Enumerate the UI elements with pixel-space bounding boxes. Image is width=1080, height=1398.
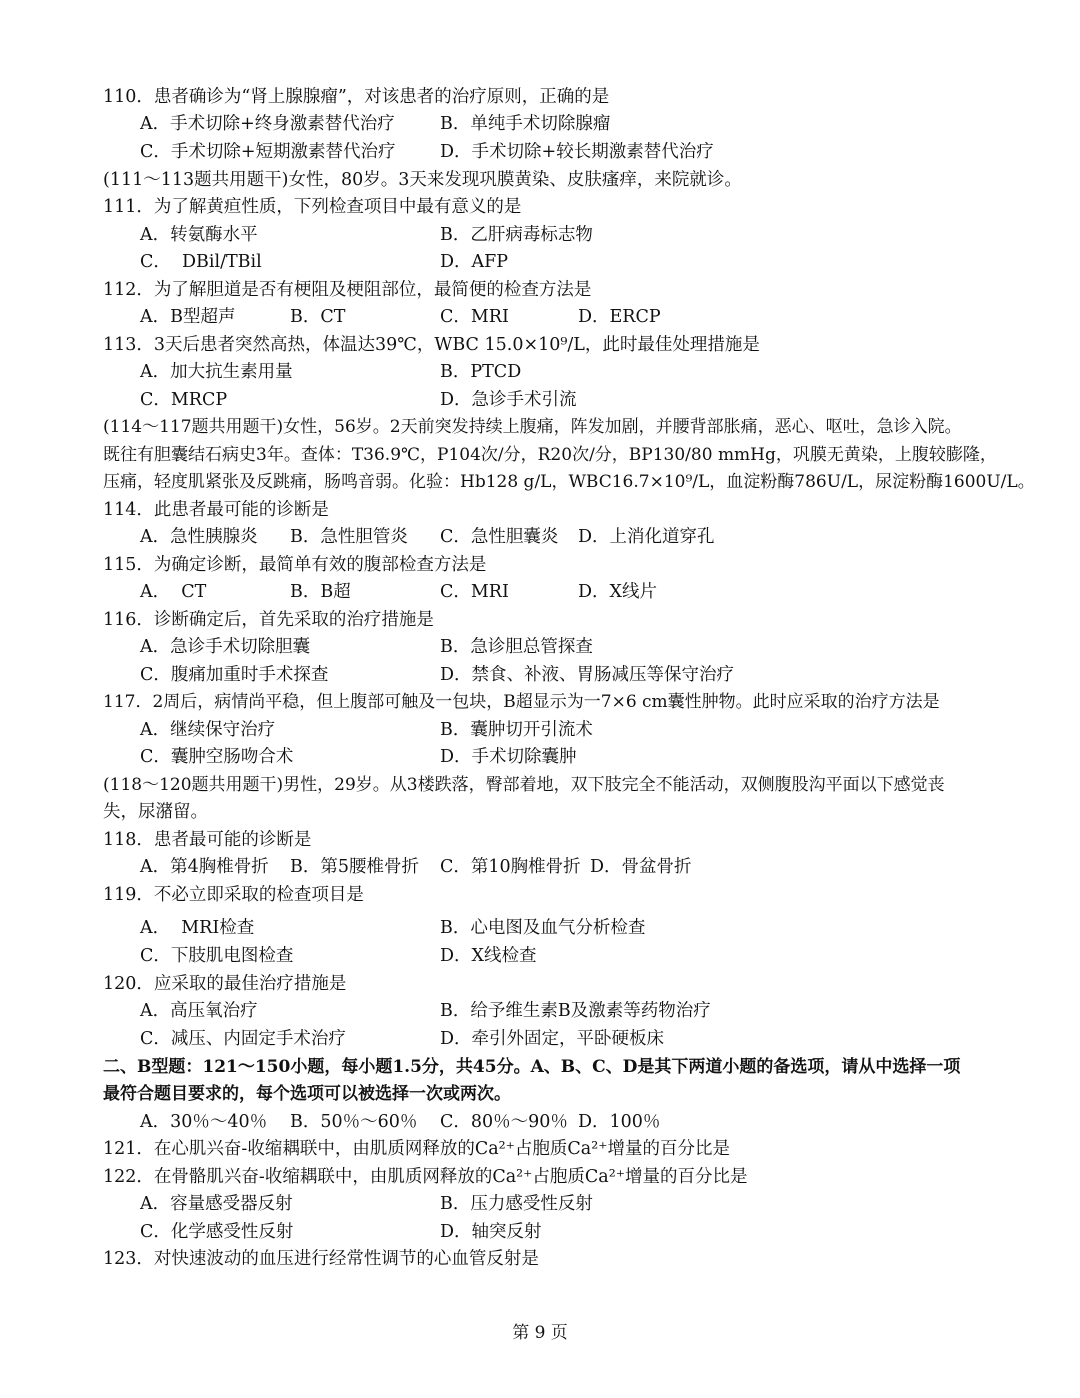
- option-b: B．心电图及血气分析检查: [440, 918, 646, 938]
- option-c: C．急性胆囊炎: [440, 527, 559, 547]
- option-d: D．手术切除+较长期激素替代治疗: [440, 142, 714, 162]
- option-a: A．第4胸椎骨折: [140, 857, 269, 877]
- option-row: [0, 942, 1080, 970]
- option-row: [0, 997, 1080, 1025]
- option-d: D．ERCP: [578, 307, 661, 327]
- question-117: [0, 688, 1080, 716]
- option-row: [0, 743, 1080, 771]
- shared-stem-114-117-line3: 压痛，轻度肌紧张及反跳痛，肠鸣音弱。化验：Hb128 g/L，WBC16.7×10⁹/L，血淀粉酶786U/L，尿淀粉酶1600U/L。: [103, 472, 1035, 492]
- option-b: B．B超: [290, 582, 351, 602]
- option-row: [0, 853, 1080, 881]
- section-b-heading-line2: 最符合题目要求的，每个选项可以被选择一次或两次。: [103, 1084, 511, 1104]
- option-row: [0, 1025, 1080, 1053]
- option-c: C．MRI: [440, 307, 509, 327]
- question-stem: 113．3天后患者突然高热，体温达39℃，WBC 15.0×10⁹/L，此时最佳处理措施是: [103, 335, 760, 355]
- option-b: B．PTCD: [440, 362, 522, 382]
- shared-stem-114-117-line2: 既往有胆囊结石病史3年。查体：T36.9℃，P104次/分，R20次/分，BP130/80 mmHg，巩膜无黄染，上腹较膨隆，: [103, 445, 997, 465]
- option-a: A．继续保守治疗: [140, 720, 276, 740]
- question-120: [0, 970, 1080, 998]
- option-c: C．MRCP: [140, 390, 228, 410]
- question-122: [0, 1163, 1080, 1191]
- option-d: D．牵引外固定，平卧硬板床: [440, 1029, 665, 1049]
- question-stem: 115．为确定诊断，最简单有效的腹部检查方法是: [103, 555, 487, 575]
- option-row: [0, 1190, 1080, 1218]
- option-row: [0, 1108, 1080, 1136]
- option-d: D．X线检查: [440, 946, 537, 966]
- page-number: 第 9 页: [512, 1323, 568, 1343]
- option-row: [0, 358, 1080, 386]
- option-c: C．手术切除+短期激素替代治疗: [140, 142, 396, 162]
- option-d: D．轴突反射: [440, 1222, 542, 1242]
- option-a: A． MRI检查: [140, 918, 255, 938]
- question-119: [0, 881, 1080, 909]
- question-stem: 118．患者最可能的诊断是: [103, 830, 312, 850]
- option-a: A．加大抗生素用量: [140, 362, 293, 382]
- question-123: [0, 1245, 1080, 1273]
- option-row: [0, 1218, 1080, 1246]
- option-b: B．压力感受性反射: [440, 1194, 593, 1214]
- option-c: C．减压、内固定手术治疗: [140, 1029, 346, 1049]
- option-row: [0, 633, 1080, 661]
- question-stem: 117．2周后，病情尚平稳，但上腹部可触及一包块，B超显示为一7×6 cm囊性肿物。此时应采取的治疗方法是: [103, 692, 940, 712]
- option-row: [0, 138, 1080, 166]
- option-c: C．第10胸椎骨折: [440, 857, 581, 877]
- option-row: [0, 578, 1080, 606]
- option-d: D．X线片: [578, 582, 657, 602]
- question-stem: 122．在骨骼肌兴奋-收缩耦联中，由肌质网释放的Ca²⁺占胞质Ca²⁺增量的百分比是: [103, 1167, 748, 1187]
- question-112: [0, 276, 1080, 304]
- option-b: B．单纯手术切除腺瘤: [440, 114, 611, 134]
- option-c: C．囊肿空肠吻合术: [140, 747, 294, 767]
- shared-stem-118-120-line2: 失，尿潴留。: [103, 802, 208, 822]
- option-a: A．转氨酶水平: [140, 225, 258, 245]
- question-111: [0, 193, 1080, 221]
- option-a: A．30％～40％: [140, 1112, 268, 1132]
- option-row: [0, 110, 1080, 138]
- option-a: A．急诊手术切除胆囊: [140, 637, 311, 657]
- question-stem: 114．此患者最可能的诊断是: [103, 500, 329, 520]
- option-d: D．手术切除囊肿: [440, 747, 577, 767]
- question-115: [0, 551, 1080, 579]
- option-b: B．CT: [290, 307, 346, 327]
- option-b: B．给予维生素B及激素等药物治疗: [440, 1001, 711, 1021]
- option-row: [0, 661, 1080, 689]
- option-d: D．骨盆骨折: [590, 857, 692, 877]
- option-d: D．急诊手术引流: [440, 390, 577, 410]
- option-row: [0, 716, 1080, 744]
- question-stem: 123．对快速波动的血压进行经常性调节的心血管反射是: [103, 1249, 539, 1269]
- question-stem: 120．应采取的最佳治疗措施是: [103, 974, 347, 994]
- option-c: C．腹痛加重时手术探查: [140, 665, 329, 685]
- shared-stem-114-117-line1: (114～117题共用题干)女性，56岁。2天前突发持续上腹痛，阵发加剧，并腰背部胀痛，恶心、呕吐，急诊入院。: [103, 417, 962, 437]
- option-c: C．80％～90％: [440, 1112, 568, 1132]
- option-row: [0, 221, 1080, 249]
- option-b: B．50％～60％: [290, 1112, 418, 1132]
- option-row: [0, 914, 1080, 942]
- option-d: D．AFP: [440, 252, 509, 272]
- option-a: A．容量感受器反射: [140, 1194, 293, 1214]
- option-c: C．MRI: [440, 582, 509, 602]
- option-d: D．100％: [578, 1112, 661, 1132]
- option-b: B．乙肝病毒标志物: [440, 225, 593, 245]
- question-stem: 110．患者确诊为“肾上腺腺瘤”，对该患者的治疗原则，正确的是: [103, 87, 610, 107]
- option-d: D．上消化道穿孔: [578, 527, 715, 547]
- option-row: [0, 248, 1080, 276]
- option-a: A．B型超声: [140, 307, 236, 327]
- question-stem: 112．为了解胆道是否有梗阻及梗阻部位，最简便的检查方法是: [103, 280, 592, 300]
- question-113: [0, 331, 1080, 359]
- question-116: [0, 606, 1080, 634]
- option-b: B．囊肿切开引流术: [440, 720, 593, 740]
- option-b: B．第5腰椎骨折: [290, 857, 419, 877]
- question-114: [0, 496, 1080, 524]
- shared-stem-118-120-line1: (118～120题共用题干)男性，29岁。从3楼跌落，臀部着地，双下肢完全不能活动，双侧腹股沟平面以下感觉丧: [103, 775, 945, 795]
- option-c: C．化学感受性反射: [140, 1222, 294, 1242]
- option-a: A．手术切除+终身激素替代治疗: [140, 114, 395, 134]
- question-118: [0, 826, 1080, 854]
- option-a: A．急性胰腺炎: [140, 527, 258, 547]
- option-row: [0, 523, 1080, 551]
- question-121: [0, 1135, 1080, 1163]
- question-stem: 119．不必立即采取的检查项目是: [103, 885, 364, 905]
- option-d: D．禁食、补液、胃肠减压等保守治疗: [440, 665, 735, 685]
- option-c: C． DBil/TBil: [140, 252, 262, 272]
- option-row: [0, 386, 1080, 414]
- question-110: [0, 83, 1080, 111]
- option-a: A． CT: [140, 582, 207, 602]
- question-stem: 111．为了解黄疸性质，下列检查项目中最有意义的是: [103, 197, 522, 217]
- option-b: B．急诊胆总管探查: [440, 637, 593, 657]
- option-b: B．急性胆管炎: [290, 527, 408, 547]
- section-b-heading-line1: 二、B型题：121～150小题，每小题1.5分，共45分。A、B、C、D是其下两道小题的备选项，请从中选择一项: [103, 1057, 961, 1077]
- option-c: C．下肢肌电图检查: [140, 946, 294, 966]
- option-a: A．高压氧治疗: [140, 1001, 258, 1021]
- question-stem: 116．诊断确定后，首先采取的治疗措施是: [103, 610, 434, 630]
- option-row: [0, 303, 1080, 331]
- shared-stem-111-113: (111～113题共用题干)女性，80岁。3天来发现巩膜黄染、皮肤瘙痒，来院就诊。: [103, 170, 742, 190]
- question-stem: 121．在心肌兴奋-收缩耦联中，由肌质网释放的Ca²⁺占胞质Ca²⁺增量的百分比是: [103, 1139, 730, 1159]
